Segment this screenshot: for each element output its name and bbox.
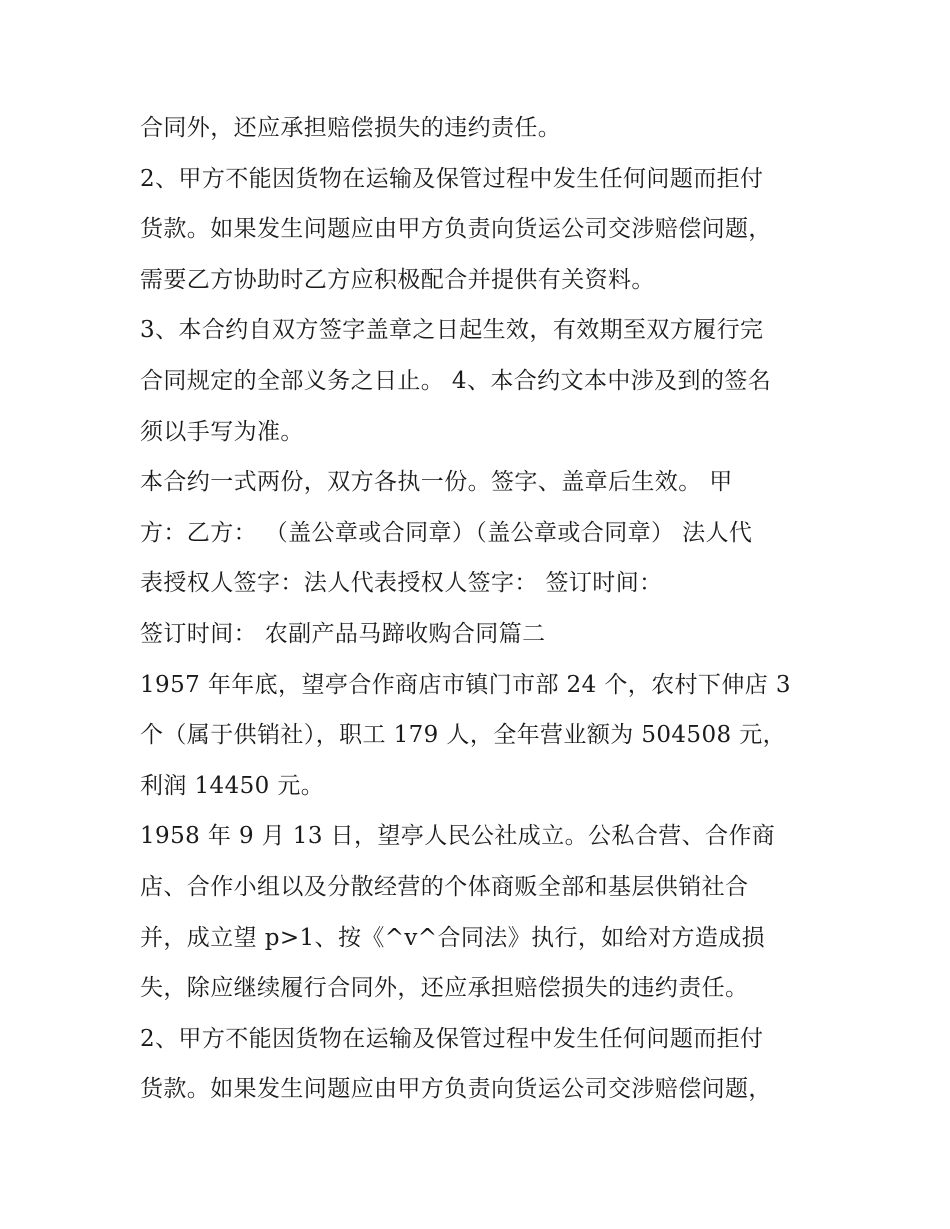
text-line: 表授权人签字：法人代表授权人签字： 签订时间： — [140, 570, 663, 597]
text-line: 货款。如果发生问题应由甲方负责向货运公司交涉赔偿问题， — [140, 1076, 772, 1103]
text-line: 并，成立望 p>1、按《^v^合同法》执行，如给对方造成损 — [140, 924, 766, 951]
text-line: 利润 14450 元。 — [140, 772, 325, 799]
text-line: 方：乙方： （盖公章或合同章）（盖公章或合同章） 法人代 — [140, 519, 753, 546]
text-line: 须以手写为准。 — [140, 418, 304, 445]
text-line: 货款。如果发生问题应由甲方负责向货运公司交涉赔偿问题， — [140, 216, 772, 243]
text-line: 3、本合约自双方签字盖章之日起生效，有效期至双方履行完 — [140, 317, 764, 344]
text-line: 合同外，还应承担赔偿损失的违约责任。 — [140, 115, 562, 141]
document-body — [140, 103, 820, 1115]
text-line: 失，除应继续履行合同外，还应承担赔偿损失的违约责任。 — [140, 975, 749, 1002]
text-line: 店、合作小组以及分散经营的个体商贩全部和基层供销社合 — [140, 873, 749, 900]
text-line: 签订时间： 农副产品马蹄收购合同篇二 — [140, 620, 546, 647]
text-line: 本合约一式两份，双方各执一份。签字、盖章后生效。 甲 — [140, 469, 733, 496]
text-line: 合同规定的全部义务之日止。 4、本合约文本中涉及到的签名 — [140, 367, 772, 394]
text-line: 需要乙方协助时乙方应积极配合并提供有关资料。 — [140, 266, 655, 293]
text-line: 2、甲方不能因货物在运输及保管过程中发生任何问题而拒付 — [140, 1025, 764, 1052]
text-line: 1958 年 9 月 13 日，望亭人民公社成立。公私合营、合作商 — [140, 823, 776, 850]
text-line: 2、甲方不能因货物在运输及保管过程中发生任何问题而拒付 — [140, 165, 764, 192]
text-line: 个（属于供销社），职工 179 人，全年营业额为 504508 元， — [140, 722, 787, 749]
text-line: 1957 年年底，望亭合作商店市镇门市部 24 个，农村下伸店 3 — [140, 671, 791, 698]
